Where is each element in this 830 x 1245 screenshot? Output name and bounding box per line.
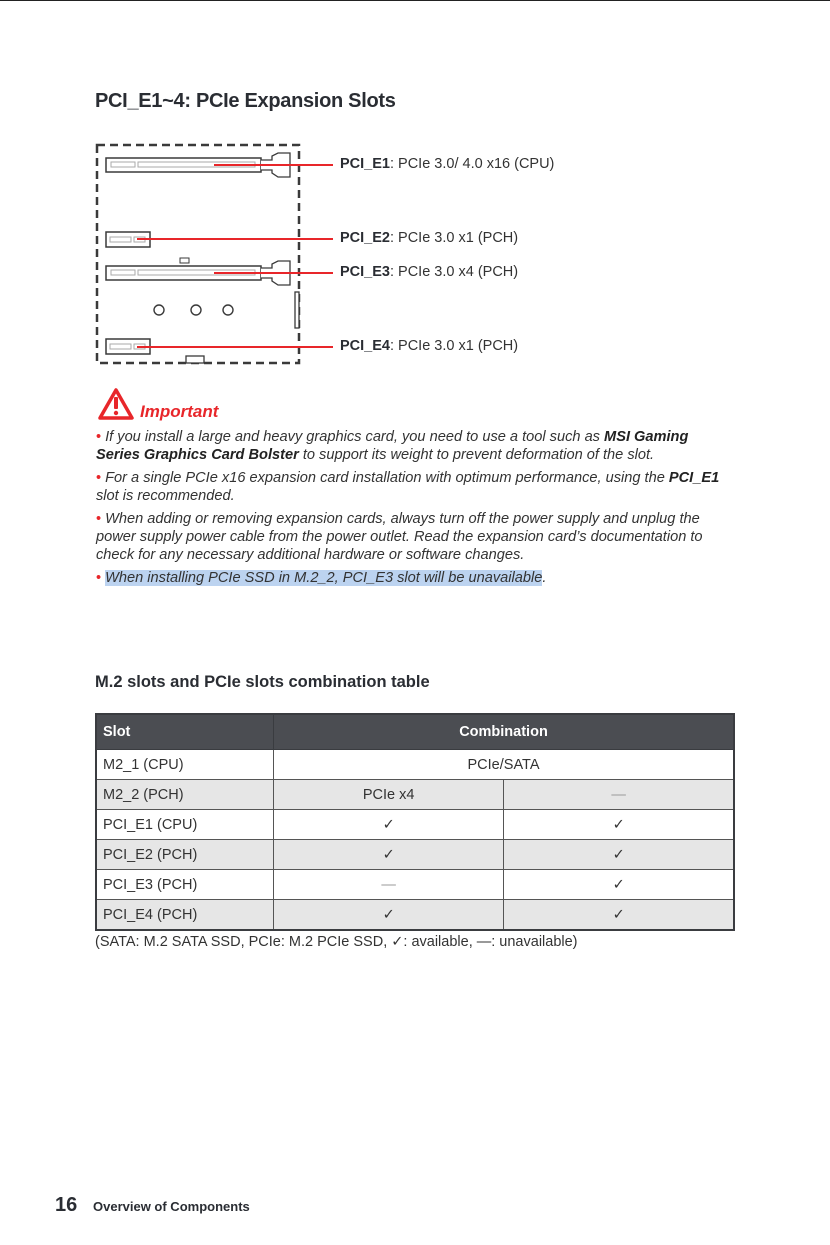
available-check-icon: ✓ <box>274 840 504 870</box>
slot-cell: PCI_E4 (PCH) <box>96 900 274 931</box>
table-header-row <box>96 714 734 750</box>
table-row <box>96 780 734 810</box>
combination-table-title: M.2 slots and PCIe slots combination table <box>95 673 430 691</box>
important-heading: Important <box>140 402 219 421</box>
warning-triangle-icon <box>97 387 135 421</box>
slot-desc: : PCIe 3.0 x1 (PCH) <box>389 230 519 246</box>
header-slot: Slot <box>96 714 274 750</box>
slot-name: PCI_E4 <box>340 338 390 354</box>
combination-cell: PCIe x4 <box>274 780 504 810</box>
slot-cell: M2_2 (PCH) <box>96 780 274 810</box>
table-legend-note: (SATA: M.2 SATA SSD, PCIe: M.2 PCIe SSD, ✓: available, —: unavailable) <box>95 934 578 950</box>
available-check-icon: ✓ <box>504 900 734 931</box>
slot-cell: PCI_E2 (PCH) <box>96 840 274 870</box>
header-combination: Combination <box>274 714 734 750</box>
available-check-icon: ✓ <box>274 810 504 840</box>
table-row <box>96 810 734 840</box>
important-notes <box>96 428 736 592</box>
bullet-icon: • <box>96 429 102 445</box>
slot-label-pci-e2 <box>340 230 518 246</box>
board-outline <box>97 145 299 363</box>
combination-cell: PCIe/SATA <box>274 750 734 780</box>
available-check-icon: ✓ <box>504 870 734 900</box>
slot-desc: : PCIe 3.0/ 4.0 x16 (CPU) <box>389 156 555 172</box>
mounting-holes <box>154 305 233 315</box>
unavailable-dash-icon: — <box>274 870 504 900</box>
slot-desc: : PCIe 3.0 x1 (PCH) <box>389 338 519 354</box>
pcie-slot-diagram <box>0 0 830 380</box>
bullet-icon: • <box>96 511 102 527</box>
important-note <box>96 428 736 464</box>
note-text: If you install a large and heavy graphics card, you need to use a tool such as <box>105 429 605 445</box>
important-note <box>96 469 736 505</box>
table-row <box>96 900 734 931</box>
bullet-icon: • <box>96 470 102 486</box>
bottom-tab-shape <box>186 356 204 363</box>
note-text: slot is recommended. <box>96 488 235 504</box>
table-row <box>96 870 734 900</box>
note-text: . <box>542 570 547 586</box>
important-note <box>96 510 736 564</box>
slot-cell: PCI_E1 (CPU) <box>96 810 274 840</box>
note-text: For a single PCIe x16 expansion card installation with optimum performance, using the <box>105 470 669 486</box>
note-text: When adding or removing expansion cards, always turn off the power supply and unplug the power supply power cable from the power outlet. Read the expansion card’s documentation to check for any necessary additional hardware or software changes. <box>96 511 703 563</box>
page-title: PCI_E1~4: PCIe Expansion Slots <box>95 90 396 112</box>
note-text: When installing PCIe SSD in M.2_2, PCI_E3 slot will be unavailable <box>105 570 543 586</box>
emphasis-text: PCI_E1 <box>668 470 720 486</box>
available-check-icon: ✓ <box>274 900 504 931</box>
page-number: 16 <box>55 1194 78 1216</box>
side-connector-shape <box>295 292 299 328</box>
slot-cell: M2_1 (CPU) <box>96 750 274 780</box>
slot-cell: PCI_E3 (PCH) <box>96 870 274 900</box>
jumper-shape <box>180 258 189 263</box>
emphasis-text: MSI Gaming Series Graphics Card Bolster <box>96 429 689 463</box>
slot-desc: : PCIe 3.0 x4 (PCH) <box>389 264 519 280</box>
table-row <box>96 840 734 870</box>
footer-section-title: Overview of Components <box>93 1199 250 1214</box>
slot-name: PCI_E2 <box>340 230 390 246</box>
bullet-icon: • <box>96 570 102 586</box>
slot-label-pci-e3 <box>340 264 518 280</box>
slot-label-pci-e4 <box>340 338 518 354</box>
available-check-icon: ✓ <box>504 840 734 870</box>
available-check-icon: ✓ <box>504 810 734 840</box>
important-note <box>96 569 736 587</box>
unavailable-dash-icon: — <box>504 780 734 810</box>
slot-name: PCI_E1 <box>340 156 390 172</box>
note-text: to support its weight to prevent deformation of the slot. <box>298 447 655 463</box>
slot-label-pci-e1 <box>340 156 554 172</box>
table-row <box>96 750 734 780</box>
slot-name: PCI_E3 <box>340 264 390 280</box>
combination-table <box>95 713 735 931</box>
